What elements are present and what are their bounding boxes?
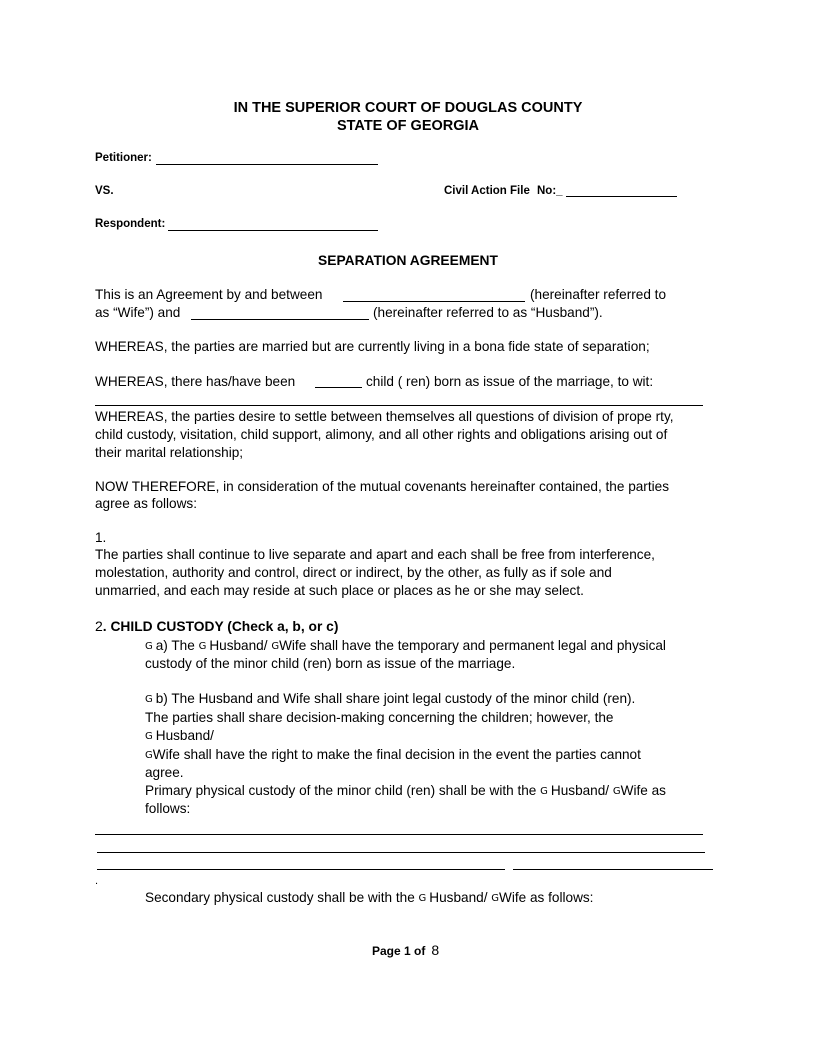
respondent-blank[interactable] bbox=[168, 230, 378, 231]
page-label: Page 1 of bbox=[372, 944, 426, 958]
respondent-label: Respondent: bbox=[95, 218, 166, 230]
option-b-wife-checkbox[interactable]: G bbox=[145, 750, 153, 761]
option-a-line1: G a) The G Husband/ GWife shall have the temporary and permanent legal and physical bbox=[145, 637, 666, 657]
intro-line2-end: (hereinafter referred to as “Husband”). bbox=[373, 305, 603, 320]
children-names-blank[interactable] bbox=[95, 405, 703, 406]
case-number-label: No:_ bbox=[537, 185, 563, 197]
secondary-husband-checkbox[interactable]: G bbox=[418, 893, 427, 904]
whereas-children-start: WHEREAS, there has/have been bbox=[95, 374, 296, 389]
section2-number: 2 bbox=[95, 618, 103, 634]
section1-line3: unmarried, and each may reside at such place or places as he or she may select. bbox=[95, 583, 584, 598]
option-a-line2: custody of the minor child (ren) born as issue of the marriage. bbox=[145, 656, 516, 671]
option-b-line3: G Husband/ bbox=[145, 727, 214, 747]
now-therefore-line2: agree as follows: bbox=[95, 496, 198, 511]
option-b-checkbox[interactable]: G bbox=[145, 694, 153, 705]
secondary-custody-line: Secondary physical custody shall be with the G Husband/ GWife as follows: bbox=[145, 889, 593, 909]
primary-custody-blank-3[interactable] bbox=[97, 869, 505, 870]
civil-action-label: Civil Action File bbox=[444, 185, 530, 197]
option-b-line2: The parties shall share decision-making concerning the children; however, the bbox=[145, 710, 614, 725]
blank-period: . bbox=[95, 875, 99, 887]
whereas-children-end: child ( ren) born as issue of the marriage, to wit: bbox=[366, 374, 654, 389]
primary-custody-blank-1[interactable] bbox=[95, 834, 703, 835]
primary-custody-blank-4[interactable] bbox=[513, 869, 713, 870]
section1-number: 1. bbox=[95, 530, 107, 545]
option-a-wife-checkbox[interactable]: G bbox=[271, 641, 280, 652]
state-name: STATE OF GEORGIA bbox=[336, 118, 480, 134]
option-b-line6: Primary physical custody of the minor child (ren) shall be with the G Husband/ GWife as bbox=[145, 782, 666, 802]
vs-label: VS. bbox=[95, 185, 114, 197]
option-b-line1: G b) The Husband and Wife shall share joint legal custody of the minor child (ren). bbox=[145, 690, 635, 710]
now-therefore-line1: NOW THEREFORE, in consideration of the mutual covenants hereinafter contained, the parties bbox=[95, 479, 669, 494]
whereas-settle-line1: WHEREAS, the parties desire to settle between themselves all questions of division of prope rty, bbox=[95, 409, 674, 424]
intro-line1-end: (hereinafter referred to bbox=[530, 287, 667, 302]
option-a-checkbox[interactable]: G bbox=[145, 641, 153, 652]
section2-heading: . CHILD CUSTODY (Check a, b, or c) bbox=[102, 619, 339, 634]
primary-custody-blank-2[interactable] bbox=[97, 852, 705, 853]
page-footer bbox=[372, 942, 439, 958]
case-number-blank[interactable] bbox=[566, 196, 677, 197]
intro-line2-start: as “Wife”) and bbox=[95, 305, 181, 320]
intro-line1-start: This is an Agreement by and between bbox=[95, 287, 323, 302]
primary-wife-checkbox[interactable]: G bbox=[612, 786, 621, 797]
whereas-separation: WHEREAS, the parties are married but are currently living in a bona fide state of separation; bbox=[95, 339, 650, 354]
option-b-line5: agree. bbox=[145, 765, 184, 780]
petitioner-blank[interactable] bbox=[156, 164, 378, 165]
husband-name-blank[interactable] bbox=[191, 319, 369, 320]
section1-line2: molestation, authority and control, direct or indirect, by the other, as fully as if sole and bbox=[95, 565, 612, 580]
option-b-husband-checkbox[interactable]: G bbox=[145, 731, 153, 742]
option-b-line7: follows: bbox=[145, 801, 191, 816]
document-title: SEPARATION AGREEMENT bbox=[318, 253, 498, 268]
whereas-settle-line2: child custody, visitation, child support, alimony, and all other rights and obligations arising out of bbox=[95, 427, 668, 442]
child-count-blank[interactable] bbox=[315, 387, 362, 388]
petitioner-label: Petitioner: bbox=[95, 152, 152, 164]
primary-husband-checkbox[interactable]: G bbox=[540, 786, 548, 797]
court-name: IN THE SUPERIOR COURT OF DOUGLAS COUNTY bbox=[233, 100, 583, 116]
secondary-wife-checkbox[interactable]: G bbox=[491, 893, 500, 904]
whereas-settle-line3: their marital relationship; bbox=[95, 445, 244, 460]
section2-heading-row bbox=[95, 617, 338, 636]
section1-line1: The parties shall continue to live separate and apart and each shall be free from interference, bbox=[95, 547, 655, 562]
option-a-husband-checkbox[interactable]: G bbox=[198, 641, 207, 652]
total-pages: 8 bbox=[431, 942, 440, 958]
wife-name-blank[interactable] bbox=[343, 301, 525, 302]
option-b-line4: GWife shall have the right to make the final decision in the event the parties cannot bbox=[145, 746, 641, 766]
